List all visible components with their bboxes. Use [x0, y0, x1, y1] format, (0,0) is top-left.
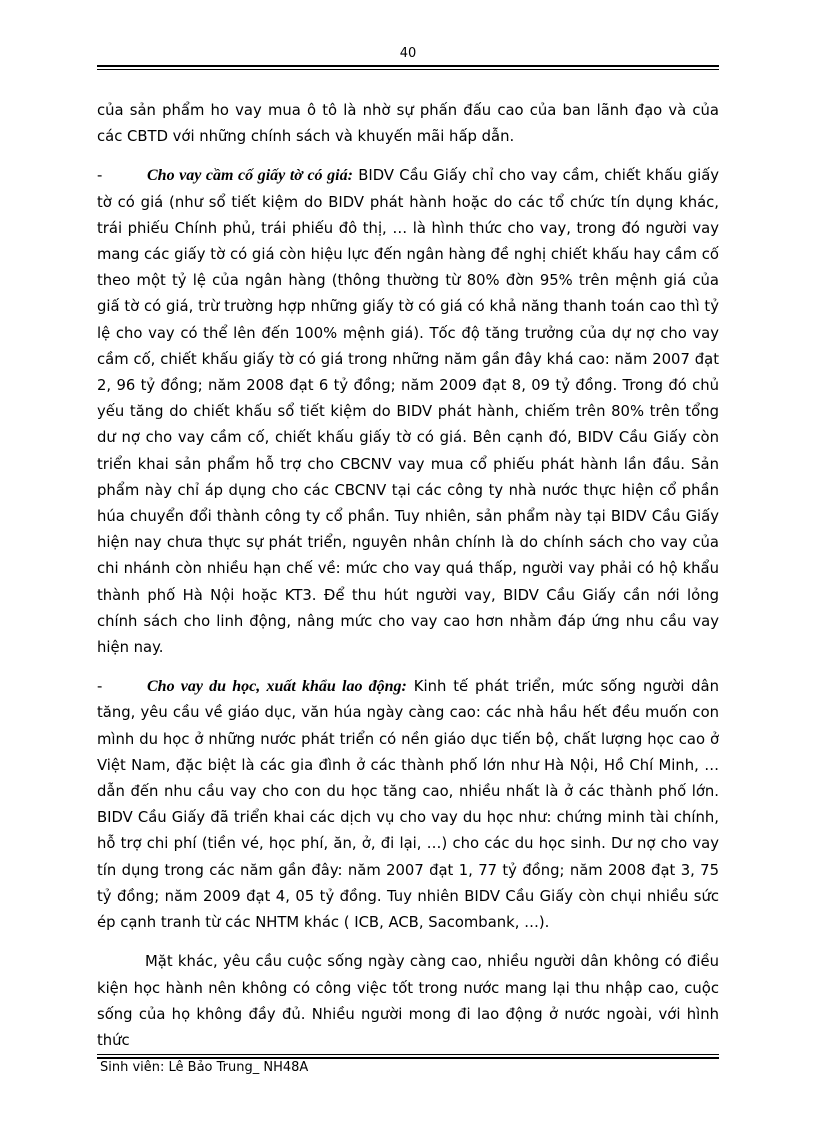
footer-divider [97, 1054, 719, 1059]
bullet-dash: - [97, 678, 103, 696]
paragraph-study-abroad-loans [97, 674, 719, 936]
bullet-dash: - [97, 167, 103, 185]
section-lead-study-abroad: Cho vay du học, xuất khẩu lao động: [147, 678, 407, 696]
paragraph-continuation: của sản phẩm ho vay mua ô tô là nhờ sự phấn đấu cao của ban lãnh đạo và của các CBTD với những chính sách và khuyến mãi hấp dẫn. [97, 102, 719, 146]
page-number: 40 [399, 46, 417, 61]
paragraph-pawn-loans [97, 163, 719, 661]
footer-student: Sinh viên: Lê Bảo Trung_ NH48A [100, 1060, 309, 1075]
paragraph-labor-export: Mặt khác, yêu cầu cuộc sống ngày càng cao, nhiều người dân không có điều kiện học hành nên không có công việc tốt trong nước mang lại thu nhập cao, cuộc sống của họ không đầy đủ. Nhiều người mong đi lao động ở nước ngoài, với hình thức [97, 953, 719, 1049]
paragraph-text: Kinh tế phát triển, mức sống người dân tăng, yêu cầu về giáo dục, văn húa ngày càng cao: các nhà hầu hết đều muốn con mình du học ở những nước phát triển có nền giáo dục tiến bộ, chất lượng học cao ở Việt Nam, đặc biệt là các gia đình ở các thành phố lớn như Hà Nội, Hồ Chí Minh, … dẫn đến nhu cầu vay cho con du học tăng cao, nhiều nhất là ở các thành phố lớn. BIDV Cầu Giấy đã triển khai các dịch vụ cho vay du học như: chứng minh tài chính, hỗ trợ chi phí (tiền vé, học phí, ăn, ở, đi lại, …) cho các du học sinh. Dư nợ cho vay tín dụng trong các năm gần đây: năm 2007 đạt 1, 77 tỷ đồng; năm 2008 đạt 3, 75 tỷ đồng; năm 2009 đạt 4, 05 tỷ đồng. Tuy nhiên BIDV Cầu Giấy còn chụi nhiều sức ép cạnh tranh từ các NHTM khác ( ICB, ACB, Sacombank, …). [97, 678, 719, 932]
document-body [97, 98, 719, 1054]
paragraph-text: BIDV Cầu Giấy chỉ cho vay cầm, chiết khấu giấy tờ có giá (như sổ tiết kiệm do BIDV phát hành hoặc do các tổ chức tín dụng khác, trái phiếu Chính phủ, trái phiếu đô thị, … là hình thức cho vay, trong đó người vay mang các giấy tờ có giá còn hiệu lực đến ngân hàng đề nghị chiết khấu hay cầm cố theo một tỷ lệ của ngân hàng (thông thường từ 80% đờn 95% trên mệnh giá của giấ tờ có giá, trừ trường hợp những giấy tờ có giá có khả năng thanh toán cao thì tỷ lệ cho vay có thể lên đến 100% mệnh giá). Tốc độ tăng trưởng của dự nợ cho vay cầm cố, chiết khấu giấy tờ có giá trong những năm gần đây khá cao: năm 2007 đạt 2, 96 tỷ đồng; năm 2008 đạt 6 tỷ đồng; năm 2009 đạt 8, 09 tỷ đồng. Trong đó chủ yếu tăng do chiết khấu sổ tiết kiệm do BIDV phát hành, chiếm trên 80% trên tổng dư nợ cho vay cầm cố, chiết khấu giấy tờ có giá. Bên cạnh đó, BIDV Cầu Giấy còn triển khai sản phẩm hỗ trợ cho CBCNV vay mua cổ phiếu phát hành lần đầu. Sản phẩm này chỉ áp dụng cho các CBCNV tại các công ty nhà nước thực hiện cổ phần húa chuyển đổi thành công ty cổ phần. Tuy nhiên, sản phẩm này tại BIDV Cầu Giấy hiện nay chưa thực sự phát triển, nguyên nhân chính là do chính sách cho vay của chi nhánh còn nhiều hạn chế về: mức cho vay quá thấp, người vay phải có hộ khẩu thành phố Hà Nội hoặc KT3. Để thu hút người vay, BIDV Cầu Giấy cần nới lỏng chính sách cho linh động, nâng mức cho vay cao hơn nhằm đáp ứng nhu cầu vay hiện nay. [97, 167, 720, 657]
header-divider [97, 65, 719, 70]
section-lead-pawn-loans: Cho vay cầm cố giấy tờ có giá: [147, 167, 353, 185]
